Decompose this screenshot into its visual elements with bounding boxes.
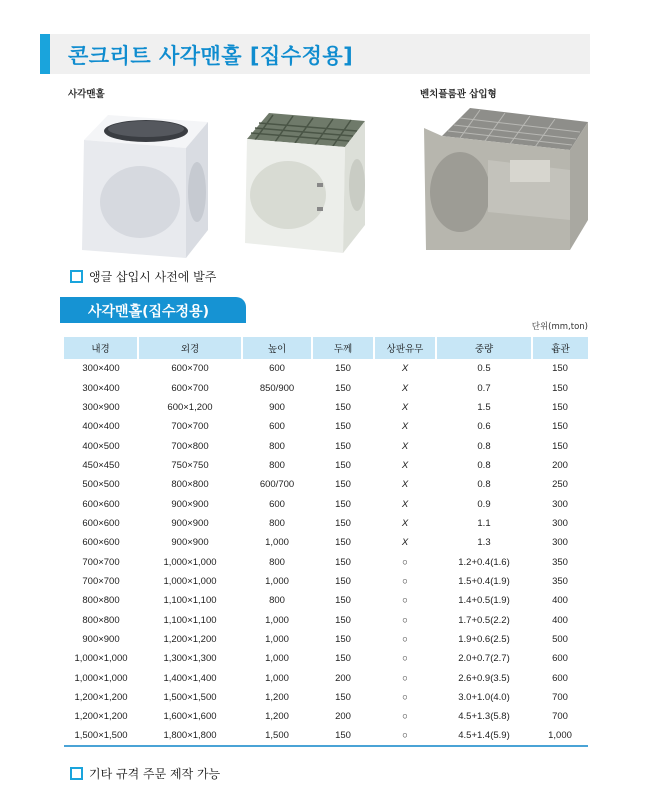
table-cell: 1,500×1,500 bbox=[163, 692, 217, 704]
checkbox-square-icon bbox=[70, 270, 83, 283]
table-cell: 150 bbox=[335, 653, 351, 665]
table-cell: 1,200×1,200 bbox=[74, 711, 128, 723]
table-cell: 1,000×1,000 bbox=[163, 575, 217, 587]
table-cell: 700 bbox=[552, 692, 568, 704]
table-cell: 600 bbox=[552, 672, 568, 684]
table-cell: 700×700 bbox=[82, 575, 120, 587]
table-cell: 1.9+0.6(2.5) bbox=[458, 633, 510, 645]
table-cell: 4.5+1.3(5.8) bbox=[458, 711, 510, 723]
table-row bbox=[64, 494, 588, 513]
spec-table bbox=[64, 337, 588, 747]
table-cell: 150 bbox=[335, 421, 351, 433]
table-row bbox=[64, 475, 588, 494]
column-header: 두께 bbox=[312, 337, 374, 359]
title-bar bbox=[40, 34, 590, 74]
note-angle-order-text: 앵글 삽입시 사전에 발주 bbox=[89, 270, 217, 284]
table-cell: ○ bbox=[402, 672, 408, 684]
table-header-row bbox=[64, 337, 588, 359]
table-row bbox=[64, 727, 588, 746]
table-cell: 1,000×1,000 bbox=[74, 653, 128, 665]
table-cell: 350 bbox=[552, 556, 568, 568]
table-cell: 1,200×1,200 bbox=[74, 692, 128, 704]
table-cell: 1,000 bbox=[265, 653, 289, 665]
table-cell: 1.4+0.5(1.9) bbox=[458, 595, 510, 607]
table-cell: X bbox=[401, 382, 409, 394]
table-cell: 150 bbox=[335, 537, 351, 549]
table-cell: 1,600×1,600 bbox=[163, 711, 217, 723]
table-cell: 0.7 bbox=[477, 382, 491, 394]
table-cell: 1,000×1,000 bbox=[163, 556, 217, 568]
table-cell: 900 bbox=[269, 401, 285, 413]
table-cell: 200 bbox=[335, 672, 351, 684]
table-row bbox=[64, 688, 588, 707]
table-row bbox=[64, 630, 588, 649]
table-cell: 800×800 bbox=[171, 479, 209, 491]
table-cell: 350 bbox=[552, 575, 568, 587]
table-cell: 600×700 bbox=[171, 363, 209, 375]
table-cell: 800 bbox=[269, 440, 285, 452]
table-cell: ○ bbox=[402, 556, 408, 568]
table-cell: 0.6 bbox=[477, 421, 491, 433]
photo-square-manhole-lid bbox=[68, 100, 218, 260]
table-cell: 1.5+0.4(1.9) bbox=[458, 575, 510, 587]
table-cell: 600×600 bbox=[82, 517, 120, 529]
table-cell: 150 bbox=[335, 459, 351, 471]
table-cell: 1.1 bbox=[477, 517, 491, 529]
table-cell: 700 bbox=[552, 711, 568, 723]
table-cell: 150 bbox=[552, 440, 568, 452]
table-cell: 150 bbox=[312, 727, 374, 746]
table-cell: 600 bbox=[552, 653, 568, 665]
unit-label: 단위(mm,ton) bbox=[531, 322, 588, 332]
table-cell: 600 bbox=[269, 363, 285, 375]
table-cell: 750×750 bbox=[171, 459, 209, 471]
table-cell: 1.3 bbox=[477, 537, 491, 549]
table-cell: 700×700 bbox=[82, 556, 120, 568]
section-title-tab: 사각맨홀(집수정용) bbox=[60, 297, 246, 323]
table-cell: X bbox=[401, 440, 409, 452]
column-header: 높이 bbox=[242, 337, 312, 359]
table-cell: 500×500 bbox=[82, 479, 120, 491]
table-cell: 150 bbox=[335, 363, 351, 375]
table-cell: 800 bbox=[269, 595, 285, 607]
table-cell: 150 bbox=[335, 479, 351, 491]
table-cell: 600×600 bbox=[82, 537, 120, 549]
table-cell: 1,000 bbox=[265, 633, 289, 645]
table-cell: 600 bbox=[269, 498, 285, 510]
table-cell: 0.9 bbox=[477, 498, 491, 510]
photo-label-square-manhole: 사각맨홀 bbox=[68, 89, 105, 100]
table-cell: 1,200 bbox=[265, 711, 289, 723]
table-cell: 1.7+0.5(2.2) bbox=[458, 614, 510, 626]
table-cell: 150 bbox=[335, 633, 351, 645]
table-cell: 900×900 bbox=[171, 537, 209, 549]
table-cell: 1.5 bbox=[477, 401, 491, 413]
table-cell: 1,000 bbox=[265, 575, 289, 587]
table-row bbox=[64, 591, 588, 610]
table-row bbox=[64, 552, 588, 571]
table-cell: 250 bbox=[552, 479, 568, 491]
table-cell: 150 bbox=[335, 382, 351, 394]
table-cell: 0.8 bbox=[477, 459, 491, 471]
column-header: 흄관 bbox=[532, 337, 588, 359]
table-cell: 150 bbox=[335, 498, 351, 510]
table-cell: 600 bbox=[269, 421, 285, 433]
table-cell: 0.5 bbox=[477, 363, 491, 375]
table-cell: 900×900 bbox=[82, 633, 120, 645]
table-cell: 1,300×1,300 bbox=[163, 653, 217, 665]
photo-bench-flume-manhole bbox=[420, 100, 590, 260]
table-cell: 800×800 bbox=[82, 614, 120, 626]
table-cell: X bbox=[401, 421, 409, 433]
table-cell: 300×400 bbox=[82, 382, 120, 394]
table-cell: 500 bbox=[552, 633, 568, 645]
table-cell: 150 bbox=[335, 595, 351, 607]
table-body bbox=[64, 359, 588, 746]
table-cell: ○ bbox=[402, 633, 408, 645]
page-title: 콘크리트 사각맨홀 [집수정용] bbox=[68, 44, 354, 68]
table-cell: X bbox=[401, 498, 409, 510]
table-cell: 300 bbox=[552, 498, 568, 510]
table-cell: 400×500 bbox=[82, 440, 120, 452]
photo-square-manhole-grate bbox=[233, 103, 383, 263]
table-cell: 900×900 bbox=[171, 517, 209, 529]
table-cell: 1,400×1,400 bbox=[163, 672, 217, 684]
table-cell: 1,000 bbox=[265, 672, 289, 684]
table-cell: 600×1,200 bbox=[167, 401, 213, 413]
table-cell: X bbox=[401, 537, 409, 549]
table-row bbox=[64, 398, 588, 417]
checkbox-square-icon bbox=[70, 767, 83, 780]
table-cell: 0.8 bbox=[477, 479, 491, 491]
table-cell: 2.6+0.9(3.5) bbox=[458, 672, 510, 684]
table-cell: 450×450 bbox=[82, 459, 120, 471]
table-cell: 150 bbox=[335, 575, 351, 587]
table-cell: 400×400 bbox=[82, 421, 120, 433]
table-cell: 150 bbox=[335, 614, 351, 626]
table-cell: 150 bbox=[335, 440, 351, 452]
table-cell: 1,200 bbox=[265, 692, 289, 704]
table-cell: 1,500×1,500 bbox=[64, 727, 138, 746]
table-cell: 900×900 bbox=[171, 498, 209, 510]
table-cell: 400 bbox=[552, 595, 568, 607]
table-cell: 1,000 bbox=[532, 727, 588, 746]
table-cell: 1,000 bbox=[265, 537, 289, 549]
table-cell: 3.0+1.0(4.0) bbox=[458, 692, 510, 704]
table-cell: ○ bbox=[402, 575, 408, 587]
table-cell: 800 bbox=[269, 556, 285, 568]
table-cell: X bbox=[401, 401, 409, 413]
table-cell: 150 bbox=[335, 556, 351, 568]
column-header: 외경 bbox=[138, 337, 242, 359]
table-cell: 600×700 bbox=[171, 382, 209, 394]
table-cell: 150 bbox=[552, 421, 568, 433]
table-cell: 600×600 bbox=[82, 498, 120, 510]
column-header: 내경 bbox=[64, 337, 138, 359]
table-cell: 850/900 bbox=[259, 382, 295, 394]
table-cell: 600/700 bbox=[259, 479, 295, 491]
table-cell: 150 bbox=[335, 517, 351, 529]
table-cell: 800×800 bbox=[82, 595, 120, 607]
note-custom-order bbox=[70, 765, 220, 782]
table-row bbox=[64, 436, 588, 455]
table-cell: 1,800×1,800 bbox=[138, 727, 242, 746]
table-cell: 150 bbox=[552, 382, 568, 394]
table-row bbox=[64, 378, 588, 397]
table-cell: 700×700 bbox=[171, 421, 209, 433]
table-cell: 300 bbox=[552, 537, 568, 549]
table-cell: 400 bbox=[552, 614, 568, 626]
column-header: 중량 bbox=[436, 337, 532, 359]
table-cell: X bbox=[401, 517, 409, 529]
table-cell: 2.0+0.7(2.7) bbox=[458, 653, 510, 665]
table-cell: ○ bbox=[402, 595, 408, 607]
table-cell: 1,500 bbox=[242, 727, 312, 746]
table-cell: 300×900 bbox=[82, 401, 120, 413]
table-cell: ○ bbox=[402, 711, 408, 723]
table-row bbox=[64, 533, 588, 552]
table-cell: ○ bbox=[402, 692, 408, 704]
table-cell: 150 bbox=[335, 401, 351, 413]
table-cell: ○ bbox=[402, 614, 408, 626]
table-cell: 1.2+0.4(1.6) bbox=[458, 556, 510, 568]
note-custom-order-text: 기타 규격 주문 제작 가능 bbox=[89, 767, 221, 781]
table-cell: 150 bbox=[335, 692, 351, 704]
table-row bbox=[64, 572, 588, 591]
table-row bbox=[64, 610, 588, 629]
table-row bbox=[64, 417, 588, 436]
table-cell: 1,200×1,200 bbox=[163, 633, 217, 645]
table-cell: 200 bbox=[552, 459, 568, 471]
table-cell: 1,000 bbox=[265, 614, 289, 626]
note-angle-order bbox=[70, 268, 216, 285]
column-header: 상판유무 bbox=[374, 337, 436, 359]
table-cell: X bbox=[401, 479, 409, 491]
table-cell: 800 bbox=[269, 517, 285, 529]
table-cell: ○ bbox=[374, 727, 436, 746]
table-cell: 1,100×1,100 bbox=[163, 595, 217, 607]
photo-label-bench-flume: 벤치플룸관 삽입형 bbox=[420, 89, 497, 100]
table-cell: 150 bbox=[552, 363, 568, 375]
table-cell: 800 bbox=[269, 459, 285, 471]
table-cell: 300×400 bbox=[82, 363, 120, 375]
table-cell: 150 bbox=[552, 401, 568, 413]
table-cell: 300 bbox=[552, 517, 568, 529]
table-cell: 1,000×1,000 bbox=[74, 672, 128, 684]
table-cell: 200 bbox=[335, 711, 351, 723]
table-cell: 700×800 bbox=[171, 440, 209, 452]
table-row bbox=[64, 707, 588, 726]
table-cell: X bbox=[401, 459, 409, 471]
table-cell: X bbox=[401, 363, 409, 375]
table-row bbox=[64, 359, 588, 378]
table-cell: 1,100×1,100 bbox=[163, 614, 217, 626]
table-row bbox=[64, 669, 588, 688]
table-cell: ○ bbox=[402, 653, 408, 665]
table-cell: 0.8 bbox=[477, 440, 491, 452]
table-row bbox=[64, 649, 588, 668]
table-cell: 4.5+1.4(5.9) bbox=[436, 727, 532, 746]
title-accent-bar bbox=[40, 34, 50, 74]
table-row bbox=[64, 456, 588, 475]
table-row bbox=[64, 514, 588, 533]
